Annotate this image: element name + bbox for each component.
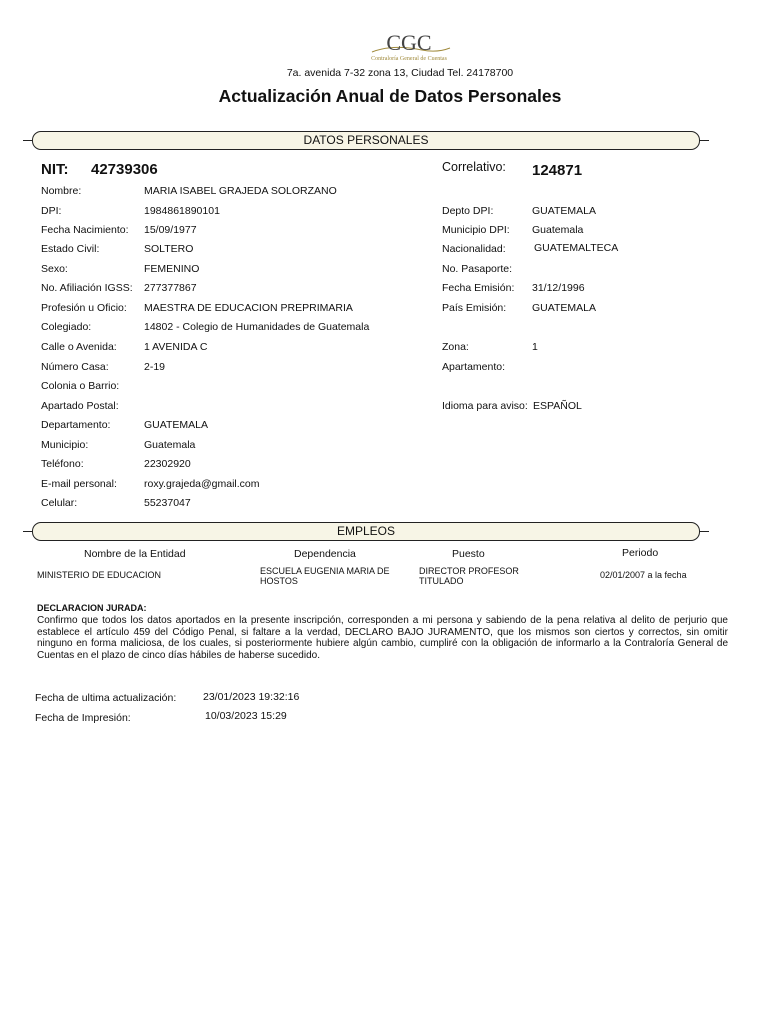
nit-value: 42739306 <box>91 161 158 178</box>
field-value-calle: 1 AVENIDA C <box>144 341 208 353</box>
declaration-title: DECLARACION JURADA: <box>37 603 147 613</box>
field-label-email: E-mail personal: <box>41 478 117 490</box>
field-label-telefono: Teléfono: <box>41 458 84 470</box>
field-value-departamento: GUATEMALA <box>144 419 208 431</box>
last-update-value: 23/01/2023 19:32:16 <box>203 691 300 703</box>
field-label-nombre: Nombre: <box>41 185 82 197</box>
field-value-pais-emision: GUATEMALA <box>532 302 596 314</box>
declaration-text: Confirmo que todos los datos aportados en la presente inscripción, corresponden a mi persona y sabiendo de la pena relativa al delito de perjurio que establece el artículo 459 del Código Penal, si faltare a la verdad, DECLARO BAJO JURAMENTO, que los mismos son ciertos y correctos, sin omitir ninguno en forma maliciosa, de los cuales, si posteriormente hubiere algún cambio, cumpliré con la obligación de informarlo a la Contraloría General de Cuentas en el plazo de cinco días hábiles de haberse sucedido. <box>37 615 728 661</box>
nit-label: NIT: <box>41 161 69 178</box>
field-label-calle: Calle o Avenida: <box>41 341 117 353</box>
cell-periodo: 02/01/2007 a la fecha <box>600 570 687 580</box>
field-label-profesion: Profesión u Oficio: <box>41 302 127 314</box>
field-value-municipio-dpi: Guatemala <box>532 224 584 236</box>
field-label-igss: No. Afiliación IGSS: <box>41 282 133 294</box>
field-label-depto-dpi: Depto DPI: <box>442 205 494 217</box>
field-label-departamento: Departamento: <box>41 419 111 431</box>
field-label-fecha-emision: Fecha Emisión: <box>442 282 515 294</box>
field-label-idioma: Idioma para aviso: <box>442 400 528 412</box>
field-value-fecha-nacimiento: 15/09/1977 <box>144 224 197 236</box>
field-label-apartamento: Apartamento: <box>442 361 506 373</box>
field-value-idioma: ESPAÑOL <box>533 400 582 412</box>
field-label-municipio: Municipio: <box>41 439 89 451</box>
field-label-celular: Celular: <box>41 497 78 509</box>
last-update-label: Fecha de ultima actualización: <box>35 692 177 704</box>
field-label-estado-civil: Estado Civil: <box>41 243 100 255</box>
field-label-pais-emision: País Emisión: <box>442 302 507 314</box>
field-label-colonia: Colonia o Barrio: <box>41 380 120 392</box>
field-value-sexo: FEMENINO <box>144 263 200 275</box>
field-value-dpi: 1984861890101 <box>144 205 220 217</box>
field-label-zona: Zona: <box>442 341 469 353</box>
cell-puesto-line2: TITULADO <box>419 576 464 586</box>
field-value-celular: 55237047 <box>144 497 191 509</box>
cell-puesto-line1: DIRECTOR PROFESOR <box>419 566 519 576</box>
logo-subtitle: Contraloría General de Cuentas <box>371 56 447 62</box>
field-value-numero-casa: 2-19 <box>144 361 166 373</box>
page-title: Actualización Anual de Datos Personales <box>218 86 562 106</box>
field-value-municipio: Guatemala <box>144 439 196 451</box>
field-value-colegiado: 14802 - Colegio de Humanidades de Guatemala <box>144 321 370 333</box>
section-banner-empleos: EMPLEOS <box>32 522 700 541</box>
field-label-colegiado: Colegiado: <box>41 321 92 333</box>
table-header-puesto: Puesto <box>452 548 485 560</box>
cell-dependencia-line2: HOSTOS <box>260 576 298 586</box>
field-value-nombre: MARIA ISABEL GRAJEDA SOLORZANO <box>144 185 337 197</box>
field-value-profesion: MAESTRA DE EDUCACION PREPRIMARIA <box>144 302 353 314</box>
correlativo-value: 124871 <box>532 162 583 179</box>
field-label-pasaporte: No. Pasaporte: <box>442 263 513 275</box>
cgc-logo <box>362 28 456 68</box>
section-banner-personal: DATOS PERSONALES <box>32 131 700 150</box>
print-date-value: 10/03/2023 15:29 <box>205 710 287 722</box>
table-header-periodo: Periodo <box>622 547 659 559</box>
field-value-igss: 277377867 <box>144 282 197 294</box>
cell-dependencia-line1: ESCUELA EUGENIA MARIA DE <box>260 566 390 576</box>
field-value-email: roxy.grajeda@gmail.com <box>144 478 260 490</box>
print-date-label: Fecha de Impresión: <box>35 712 131 724</box>
logo-mark: CGC <box>386 30 432 55</box>
field-label-sexo: Sexo: <box>41 263 68 275</box>
field-label-nacionalidad: Nacionalidad: <box>442 243 506 255</box>
field-value-depto-dpi: GUATEMALA <box>532 205 596 217</box>
field-label-numero-casa: Número Casa: <box>41 361 109 373</box>
field-value-estado-civil: SOLTERO <box>144 243 194 255</box>
field-value-telefono: 22302920 <box>144 458 191 470</box>
field-label-municipio-dpi: Municipio DPI: <box>442 224 510 236</box>
field-value-fecha-emision: 31/12/1996 <box>532 282 585 294</box>
table-header-dependencia: Dependencia <box>294 548 356 560</box>
field-label-apartado-postal: Apartado Postal: <box>41 400 119 412</box>
cell-entidad: MINISTERIO DE EDUCACION <box>37 570 162 580</box>
field-label-dpi: DPI: <box>41 205 62 217</box>
field-value-nacionalidad: GUATEMALTECA <box>534 242 619 254</box>
field-label-fecha-nacimiento: Fecha Nacimiento: <box>41 224 129 236</box>
field-value-zona: 1 <box>532 341 538 353</box>
correlativo-label: Correlativo: <box>442 160 506 174</box>
table-header-entidad: Nombre de la Entidad <box>84 548 186 560</box>
header-address: 7a. avenida 7-32 zona 13, Ciudad Tel. 24178700 <box>286 67 514 79</box>
